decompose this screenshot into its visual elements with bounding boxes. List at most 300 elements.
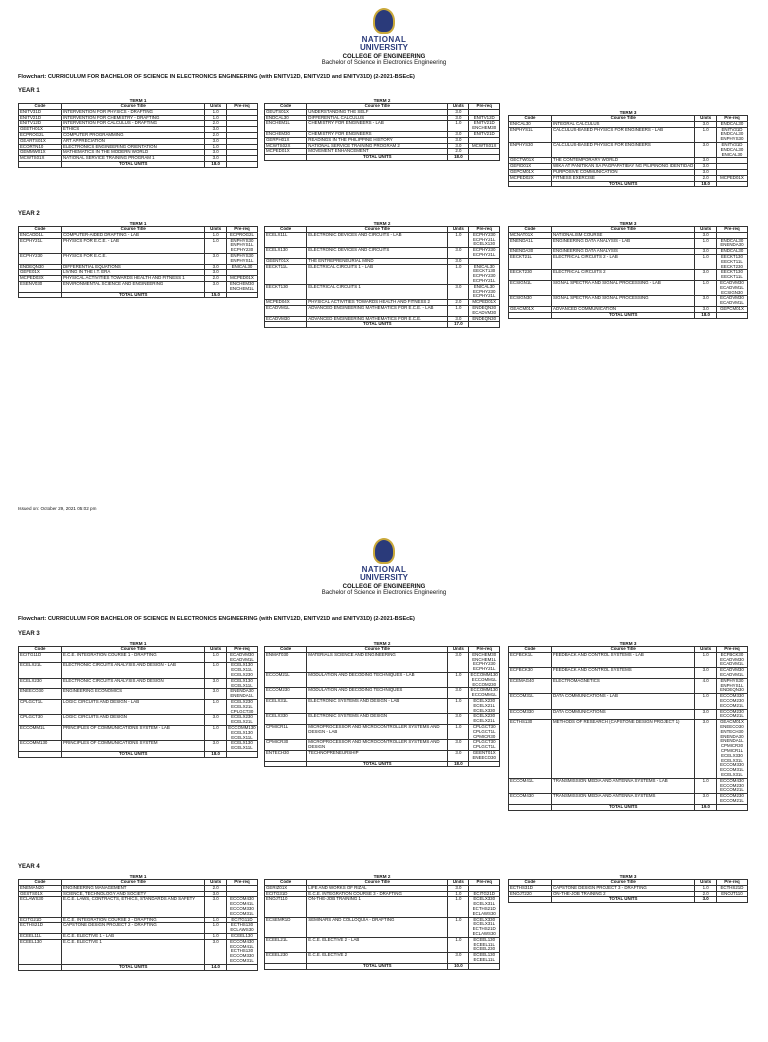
course-prereq: ECPHY230 ECPHY21L ECELX130 (469, 232, 500, 247)
course-code: MCPED02X (509, 175, 552, 181)
course-code: ECELX330 (265, 714, 307, 725)
course-units: 1.0 (695, 885, 717, 891)
column-header-title: Course Title (307, 647, 448, 653)
course-units: 1.0 (448, 232, 469, 247)
course-title: FITNESS EXERCISE (552, 175, 695, 181)
course-prereq: ECADVM30 ECADVM1L (716, 668, 747, 679)
course-units: 4.0 (695, 678, 717, 693)
course-table (18, 646, 258, 758)
course-units: 3.0 (448, 316, 469, 322)
course-prereq: ENPHYS30 ENPHYS1L (226, 253, 257, 264)
course-code: MCPED03X (19, 276, 62, 282)
course-code: CPLGCT1L (19, 699, 62, 714)
course-code: GESTS01X (19, 891, 62, 897)
total-units: 14.0 (205, 964, 227, 970)
course-code: ENCADD1L (19, 232, 62, 238)
course-title: COMPUTER-AIDED DRAFTING - LAB (62, 232, 205, 238)
course-code: ENENDA1L (509, 238, 552, 249)
course-title: LIVING IN THE I.T. ERA (62, 270, 205, 276)
column-header-units: Units (448, 880, 469, 886)
table-row (19, 281, 258, 292)
course-code: ECELX230 (19, 678, 62, 689)
course-units: 2.0 (205, 885, 227, 891)
course-prereq: ENICAL30 ECPHY230 ECPHY21L (469, 284, 500, 299)
course-units: 3.0 (695, 709, 717, 720)
course-units: 1.0 (695, 127, 717, 142)
course-title: METHODS OF RESEARCH (CAPSTONE DESIGN PROJECT 1) (552, 720, 695, 779)
course-units: 3.0 (448, 131, 469, 137)
total-row (265, 761, 500, 767)
course-units: 1.0 (695, 280, 717, 295)
column-header-prereq: Pre-req (469, 647, 500, 653)
table-row (509, 668, 748, 679)
course-title: PURPOSIVE COMMUNICATION (552, 169, 695, 175)
course-title: CHEMISTRY FOR ENGINEERS - LAB (307, 121, 448, 132)
course-code: ECLAWS30 (19, 897, 62, 917)
total-label: TOTAL UNITS (307, 963, 448, 969)
year-label: YEAR 4 (18, 864, 40, 870)
course-units: 3.0 (448, 652, 469, 672)
total-row (265, 322, 500, 328)
table-row (509, 652, 748, 667)
course-code: ENMAT030 (265, 652, 307, 672)
column-header-units: Units (205, 880, 227, 886)
column-header-title: Course Title (62, 227, 205, 233)
table-row (19, 939, 258, 964)
course-units: 1.0 (205, 699, 227, 714)
total-label: TOTAL UNITS (552, 897, 695, 903)
course-prereq: ECEEL130 (226, 933, 257, 939)
course-code: ECELX21L (19, 663, 62, 678)
issued-date: Issued on: October 29, 2021 05:02 pm (18, 506, 97, 511)
course-code: CPLGCT30 (19, 715, 62, 726)
table-row (265, 284, 500, 299)
course-title: ADVANCED ENGINEERING MATHEMATICS FOR E.C.E. - LAB (307, 305, 448, 316)
course-code: ECELX31L (265, 698, 307, 713)
course-code: ECITG21D (19, 917, 62, 923)
course-code: GEMMW01X (19, 150, 62, 156)
column-header-prereq: Pre-req (226, 647, 257, 653)
course-code: ENDCAL30 (265, 115, 307, 121)
course-prereq: ENITV31D ENDCAL30 ENICAL30 (716, 142, 747, 157)
course-units: 3.0 (695, 249, 717, 255)
total-spacer (716, 312, 747, 318)
table-row (265, 953, 500, 964)
course-title: FEEDBACK AND CONTROL SYSTEMS (552, 668, 695, 679)
course-title: THE ENTREPRENEURIAL MIND (307, 258, 448, 264)
course-title: INTERVENTION FOR PHYSICS - DRAFTING (62, 109, 205, 115)
course-units: 3.0 (205, 264, 227, 270)
table-row (19, 663, 258, 678)
course-prereq: ECITG11D (226, 917, 257, 923)
table-row (265, 714, 500, 725)
course-code: ENEMAN20 (19, 885, 62, 891)
program-name: Bachelor of Science in Electronics Engineering (321, 60, 447, 66)
course-title: ELECTRICAL CIRCUITS 2 - LAB (552, 254, 695, 269)
course-prereq: ECADVM30 ECADVM1L (226, 652, 257, 663)
university-seal-icon (373, 538, 395, 564)
table-row (265, 688, 500, 699)
course-units: 1.0 (205, 144, 227, 150)
total-spacer (265, 963, 307, 969)
course-title: ELECTRONIC SYSTEMS AND DESIGN (307, 714, 448, 725)
total-spacer (265, 322, 307, 328)
course-title: SEMINARS AND COLLOQUIA - DRAFTING (307, 917, 448, 937)
year-1-term-1 (18, 98, 258, 168)
table-row (509, 694, 748, 709)
table-row (509, 254, 748, 269)
course-code: ECTHS130 (509, 720, 552, 779)
table-row (265, 305, 500, 316)
course-units: 1.0 (448, 672, 469, 687)
table-row (265, 264, 500, 284)
logo-line-1: NATIONAL (361, 35, 407, 44)
course-units: 3.0 (205, 156, 227, 162)
course-code: CPMICR1L (265, 724, 307, 739)
total-spacer (469, 963, 500, 969)
total-spacer (226, 964, 257, 970)
course-prereq: ENPHYS30 ENPHYS1L ECPHY230 (226, 238, 257, 253)
course-title: ELECTRICAL CIRCUITS 1 (307, 284, 448, 299)
total-spacer (716, 181, 747, 187)
course-prereq: ENICAL30 EECKT130 ECPHY230 ECPHY21L (469, 264, 500, 284)
table-row (509, 238, 748, 249)
total-row (509, 312, 748, 318)
course-code: EECKT11L (265, 264, 307, 284)
course-units: 3.0 (205, 253, 227, 264)
column-header-units: Units (448, 647, 469, 653)
course-units: 3.0 (205, 281, 227, 292)
course-prereq: ECELX330 ECELX31L ECTHS21D ECLAWS30 (469, 897, 500, 917)
course-title: DIFFERENTIAL EQUATIONS (62, 264, 205, 270)
course-title: E.C.E. INTEGRATION COURSE 2 - DRAFTING (62, 917, 205, 923)
course-code: ENTECH30 (265, 750, 307, 761)
course-code: EECKT130 (265, 284, 307, 299)
course-units: 3.0 (448, 885, 469, 891)
course-prereq: EECKT130 EECKT11L (716, 270, 747, 281)
total-units: 18.0 (205, 751, 227, 757)
course-table (18, 879, 258, 971)
course-units: 3.0 (695, 169, 717, 175)
course-code: CPMICR30 (265, 740, 307, 751)
course-code: MCWTS02X (265, 143, 307, 149)
course-code: ECTHS31D (509, 885, 552, 891)
table-row (19, 923, 258, 934)
course-title: ELECTRONIC DEVICES AND CIRCUITS (307, 248, 448, 259)
course-title: COMPUTER PROGRAMMING (62, 132, 205, 138)
course-title: ON-THE-JOB TRAINING 2 (552, 891, 695, 897)
course-title: E.C.E. ELECTIVE 2 - LAB (307, 937, 448, 952)
total-row (19, 751, 258, 757)
term-name: TERM 1 (129, 98, 147, 103)
total-label: TOTAL UNITS (307, 761, 448, 767)
column-header-title: Course Title (552, 880, 695, 886)
course-prereq: ECCOM430 ECCOM41L ECTHS130 ECCOM330 ECCOM31L (226, 939, 257, 964)
total-row (509, 181, 748, 187)
course-code: ECCOMM1L (19, 725, 62, 740)
course-code: GEENT01X (265, 258, 307, 264)
table-row (19, 238, 258, 253)
logo-line-2: UNIVERSITY (359, 573, 408, 582)
course-code: ENOJT110 (265, 897, 307, 917)
course-units: 2.0 (448, 149, 469, 155)
course-prereq: ECELX130 ECELX11L (226, 678, 257, 689)
column-header-title: Course Title (307, 880, 448, 886)
column-header-units: Units (205, 227, 227, 233)
total-spacer (509, 312, 552, 318)
table-row (265, 121, 500, 132)
course-units: 1.0 (448, 121, 469, 132)
table-row (19, 689, 258, 700)
course-code: GEFE01X (19, 270, 62, 276)
logo-line-1: NATIONAL (361, 565, 407, 574)
column-header-code: Code (19, 227, 62, 233)
table-row (265, 652, 500, 672)
column-header-units: Units (448, 104, 469, 110)
course-title: E.C.E. INTEGRATION COURSE 1 - DRAFTING (62, 652, 205, 663)
course-code: GEFID01X (509, 164, 552, 170)
course-title: ENGINEERING ECONOMICS (62, 689, 205, 700)
total-row (265, 963, 500, 969)
total-spacer (469, 322, 500, 328)
total-label: TOTAL UNITS (552, 312, 695, 318)
course-units: 3.0 (695, 306, 717, 312)
course-prereq: CPLGCT30 CPLGCT1L (469, 740, 500, 751)
course-title: DATA COMMUNICATIONS - LAB (552, 694, 695, 709)
course-title: FEEDBACK AND CONTROL SYSTEMS - LAB (552, 652, 695, 667)
year-2-term-1 (18, 221, 258, 298)
course-prereq: ENITV12D (469, 115, 500, 121)
course-title: NATIONALISM COURSE (552, 232, 695, 238)
course-title: E.C.E. ELECTIVE 1 - LAB (62, 933, 205, 939)
course-code: ENITV21D (19, 115, 62, 121)
course-code: ENCHEM1L (265, 121, 307, 132)
column-header-prereq: Pre-req (226, 104, 257, 110)
course-title: ELECTRICAL CIRCUITS 1 - LAB (307, 264, 448, 284)
course-title: ELECTRICAL CIRCUITS 2 (552, 270, 695, 281)
table-row (19, 699, 258, 714)
course-units: 3.0 (695, 794, 717, 805)
course-title: ELECTRONICS ENGINEERING ORIENTATION (62, 144, 205, 150)
total-units: 18.0 (695, 312, 717, 318)
course-title: LOGIC CIRCUITS AND DESIGN - LAB (62, 699, 205, 714)
course-units: 1.0 (695, 238, 717, 249)
year-label: YEAR 3 (18, 631, 40, 637)
course-units: 3.0 (205, 150, 227, 156)
course-title: MODULATION AND DECODING TECHNIQUES (307, 688, 448, 699)
college-name: COLLEGE OF ENGINEERING (342, 584, 426, 590)
course-code: GEETH01X (19, 127, 62, 133)
total-spacer (19, 292, 62, 298)
course-title: DATA COMMUNICATIONS (552, 709, 695, 720)
course-title: ENVIRONMENTAL SCIENCE AND ENGINEERING (62, 281, 205, 292)
term-name: TERM 2 (373, 98, 391, 103)
year-2-term-3 (508, 221, 748, 319)
course-units: 3.0 (695, 720, 717, 779)
column-header-code: Code (509, 227, 552, 233)
course-prereq: GEPCM01X (716, 306, 747, 312)
course-code: GEPCM01X (509, 169, 552, 175)
course-prereq: ENDEQN30 (469, 316, 500, 322)
course-table (264, 226, 500, 328)
year-1-term-2 (264, 98, 500, 161)
course-code: GEUTS01X (265, 109, 307, 115)
course-prereq: ECCOMM130 ECCOMM1L ECCOM230 (470, 672, 498, 687)
year-4-term-1 (18, 874, 258, 971)
course-title: E.C.E. ELECTIVE 2 (307, 953, 448, 964)
column-header-code: Code (509, 880, 552, 886)
course-title: ELECTRONIC CIRCUITS ANALYSIS AND DESIGN - LAB (62, 663, 205, 678)
page-1 (0, 0, 768, 512)
course-code: MCPED01X (265, 149, 307, 155)
course-prereq: ECTHS21D (716, 885, 747, 891)
course-title: PHYSICAL ACTIVITIES TOWARDS HEALTH AND FITNESS 2 (307, 300, 448, 306)
column-header-prereq: Pre-req (469, 880, 500, 886)
course-units: 3.0 (205, 127, 227, 133)
course-title: PHYSICS FOR E.C.E. (62, 253, 205, 264)
course-units: 3.0 (205, 678, 227, 689)
course-code: GERPH01X (265, 137, 307, 143)
course-code: ENOJT220 (509, 891, 552, 897)
course-prereq: ENCHEM30 ENCHEM1L (226, 281, 257, 292)
course-title: ADVANCED COMMUNICATION (552, 306, 695, 312)
course-code: ENEECO30 (19, 689, 62, 700)
course-code: ECEEL230 (265, 953, 307, 964)
table-row (509, 280, 748, 295)
column-header-prereq: Pre-req (226, 227, 257, 233)
year-label: YEAR 2 (18, 211, 40, 217)
column-header-units: Units (695, 116, 717, 122)
term-name: TERM 1 (129, 641, 147, 646)
term-name: TERM 2 (373, 874, 391, 879)
course-prereq: ECADVM30 ECADVM1L ECSIGN30 (716, 280, 747, 295)
course-units: 3.0 (205, 715, 227, 726)
course-title: INTEGRAL CALCULUS (552, 121, 695, 127)
course-code: ECEMAG40 (509, 678, 552, 693)
table-row (19, 678, 258, 689)
total-spacer (265, 155, 307, 161)
table-row (265, 937, 500, 952)
column-header-title: Course Title (552, 647, 695, 653)
course-units: 3.0 (448, 750, 469, 761)
total-spacer (226, 292, 257, 298)
total-row (19, 292, 258, 298)
course-prereq: MCPED01X (716, 175, 747, 181)
course-code: ENICAL30 (509, 121, 552, 127)
table-row (509, 720, 748, 779)
course-title: PHYSICS FOR E.C.E. - LAB (62, 238, 205, 253)
course-title: ON-THE-JOB TRAINING 1 (307, 897, 448, 917)
course-prereq: ECELX230 ECELX21L CPLGCT30 (226, 699, 257, 714)
total-units: 15.0 (205, 292, 227, 298)
course-code: ECSIGN30 (509, 296, 552, 307)
course-units: 3.0 (448, 248, 469, 259)
column-header-title: Course Title (62, 880, 205, 886)
course-code: ENPHYS1L (509, 127, 552, 142)
term-name: TERM 3 (619, 110, 637, 115)
course-prereq: ENITV31D ENDCAL30 ENPHYS30 (716, 127, 747, 142)
course-prereq: ECITG21D (469, 891, 500, 897)
course-units: 3.0 (205, 897, 227, 917)
column-header-prereq: Pre-req (469, 104, 500, 110)
table-row (265, 672, 500, 687)
course-table (508, 879, 748, 903)
course-title: PHYSICAL ACTIVITIES TOWARDS HEALTH AND FITNESS 1 (62, 276, 205, 282)
column-header-code: Code (265, 647, 307, 653)
course-title: INTERVENTION FOR CALCULUS - DRAFTING (62, 121, 205, 127)
total-units: 10.0 (448, 963, 469, 969)
course-units: 2.0 (205, 132, 227, 138)
course-prereq: ENITV21D (469, 131, 500, 137)
year-4-term-3 (508, 874, 748, 903)
table-row (265, 917, 500, 937)
table-row (265, 750, 500, 761)
course-prereq: ECCOMM130 ECCOMM1L (470, 687, 498, 698)
course-code: ECCOM430 (509, 794, 552, 805)
course-prereq: ECADVM30 ECADVM1L (716, 296, 747, 307)
course-prereq: ECELX230 ECELX21L (469, 714, 500, 725)
course-prereq: ENDCAL30 (716, 249, 747, 255)
course-code: ENENDA30 (509, 249, 552, 255)
course-prereq: ECPHY230 ECPHY21L (469, 248, 500, 259)
course-units: 1.0 (695, 694, 717, 709)
course-units: 1.0 (448, 937, 469, 952)
course-prereq: ECPROG2L (226, 232, 257, 238)
course-table (18, 226, 258, 298)
program-name: Bachelor of Science in Electronics Engineering (321, 590, 447, 596)
course-code: ECPHY21L (19, 238, 62, 253)
term-name: TERM 2 (373, 221, 391, 226)
total-spacer (265, 761, 307, 767)
year-2-term-2 (264, 221, 500, 328)
course-units: 3.0 (448, 953, 469, 964)
page-2 (0, 530, 768, 1042)
course-table (264, 879, 500, 970)
course-prereq: ENDCAL30 (716, 121, 747, 127)
course-prereq: ENCHEM30 ENCHEM1L ECPHY230 ECPHY21L (469, 652, 500, 672)
course-code: ECCOM31L (509, 694, 552, 709)
flowchart-title: Flowchart: CURRICULUM FOR BACHELOR OF SCIENCE IN ELECTRONICS ENGINEERING (with ENITV12D, ENITV21D and ENITV31D) (2-2021-BSEcE) (18, 74, 415, 80)
course-units: 1.0 (448, 897, 469, 917)
course-prereq: ECCOM230 ECCOM21L (716, 709, 747, 720)
course-units: 2.0 (205, 121, 227, 127)
course-code: ECCOM230 (265, 688, 307, 699)
course-title: CHEMISTRY FOR ENGINEERS (307, 131, 448, 137)
course-prereq: GEACM01X ENEECO30 ENTECH30 ENENDA30 ENENDA1L CPMICR30 CPMICR1L ECELX330 ECELX31L ECCOM330 ECCOM31L ECELX31L (716, 720, 747, 779)
total-units: 18.0 (695, 181, 717, 187)
course-title: ELECTRONIC SYSTEMS AND DESIGN - LAB (307, 698, 448, 713)
course-table (508, 226, 748, 319)
course-code: ECEEL130 (19, 939, 62, 964)
course-code: ECITG31D (265, 891, 307, 897)
course-code: GEACM01X (509, 306, 552, 312)
course-prereq: MCPED01X (226, 276, 257, 282)
course-code: ECELX11L (265, 232, 307, 247)
course-units: 3.0 (205, 689, 227, 700)
course-units: 3.0 (448, 714, 469, 725)
course-title: CALCULUS-BASED PHYSICS FOR ENGINEERS - LAB (552, 127, 695, 142)
table-row (265, 897, 500, 917)
course-title: TRANSMISSION MEDIA AND ANTENNA SYSTEMS (552, 794, 695, 805)
course-code: MCPED04X (265, 300, 307, 306)
course-code: MCWTS01X (19, 156, 62, 162)
table-row (509, 709, 748, 720)
course-prereq: ECCOM330 ECCOM230 ECCOM21L (716, 694, 747, 709)
total-spacer (509, 897, 552, 903)
course-prereq: ECCOM430 ECCOM41L ECCOM330 ECCOM31L (226, 897, 257, 917)
course-title: TECHNOPRENEURSHIP (307, 750, 448, 761)
course-title: E.C.E. ELECTIVE 1 (62, 939, 205, 964)
